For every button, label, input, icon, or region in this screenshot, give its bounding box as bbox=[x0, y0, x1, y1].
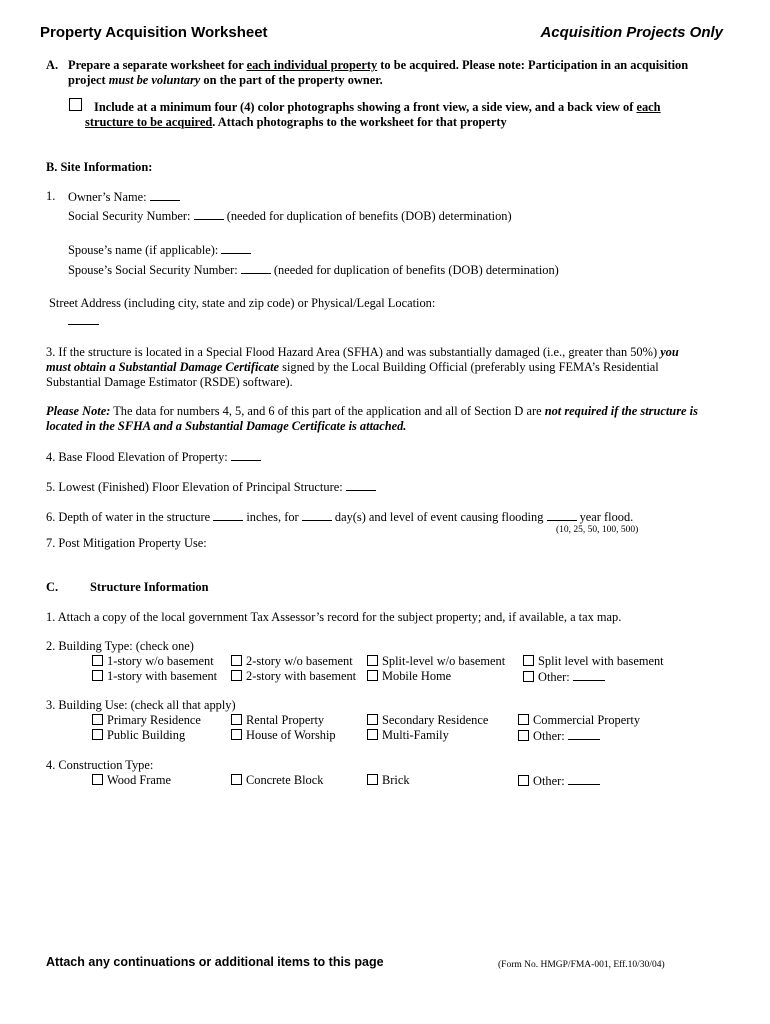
building-type-option[interactable]: Split-level w/o basement bbox=[367, 654, 505, 669]
building-use-option[interactable]: Public Building bbox=[92, 728, 185, 743]
spouse-ssn-field[interactable] bbox=[241, 262, 271, 274]
checkbox[interactable] bbox=[523, 655, 534, 666]
ssn-field[interactable] bbox=[194, 208, 224, 220]
building-use-option[interactable]: Commercial Property bbox=[518, 713, 640, 728]
page-title: Property Acquisition Worksheet bbox=[40, 24, 268, 41]
checkbox[interactable] bbox=[231, 655, 242, 666]
checkbox[interactable] bbox=[367, 714, 378, 725]
checkbox[interactable] bbox=[518, 714, 529, 725]
building-type-option[interactable]: 1-story with basement bbox=[92, 669, 217, 684]
checkbox[interactable] bbox=[367, 729, 378, 740]
building-use-option[interactable]: Multi-Family bbox=[367, 728, 449, 743]
q4-row: 4. Base Flood Elevation of Property: bbox=[46, 449, 261, 465]
section-c-letter: C. bbox=[46, 580, 59, 594]
construction-type-option[interactable]: Brick bbox=[367, 773, 410, 788]
checkbox[interactable] bbox=[92, 714, 103, 725]
section-b-heading: B. Site Information: bbox=[46, 160, 153, 174]
checkbox[interactable] bbox=[231, 670, 242, 681]
spouse-ssn-row: Spouse’s Social Security Number: (needed for duplication of benefits (DOB) determination) bbox=[68, 263, 559, 277]
checkbox[interactable] bbox=[518, 730, 529, 741]
construction-type-other-field[interactable] bbox=[568, 773, 600, 785]
section-a-letter: A. bbox=[46, 58, 59, 72]
q3-line2: must obtain a Substantial Damage Certificate signed by the Local Building Official (preferably using FEMA’s Residential bbox=[46, 360, 659, 374]
building-type-option[interactable]: 2-story w/o basement bbox=[231, 654, 353, 669]
spouse-name-row: Spouse’s name (if applicable): bbox=[68, 242, 251, 258]
base-flood-elevation-field[interactable] bbox=[231, 449, 261, 461]
street-address-row bbox=[68, 313, 99, 329]
building-type-option[interactable]: 1-story w/o basement bbox=[92, 654, 214, 669]
construction-type-option[interactable]: Wood Frame bbox=[92, 773, 171, 788]
building-type-option[interactable]: Mobile Home bbox=[367, 669, 451, 684]
checkbox[interactable] bbox=[231, 714, 242, 725]
ssn-row: Social Security Number: (needed for duplication of benefits (DOB) determination) bbox=[68, 209, 512, 223]
owner-name-row: Owner’s Name: bbox=[68, 189, 180, 205]
checkbox[interactable] bbox=[92, 670, 103, 681]
c-q4-label: 4. Construction Type: bbox=[46, 758, 154, 772]
section-a-line2: project must be voluntary on the part of the property owner. bbox=[68, 73, 383, 87]
checkbox[interactable] bbox=[518, 775, 529, 786]
photos-line2: structure to be acquired. Attach photographs to the worksheet for that property bbox=[85, 115, 507, 129]
construction-type-option[interactable]: Concrete Block bbox=[231, 773, 323, 788]
street-address-label: Street Address (including city, state and zip code) or Physical/Legal Location: bbox=[49, 296, 436, 310]
building-use-other[interactable]: Other: bbox=[518, 728, 600, 744]
checkbox[interactable] bbox=[367, 655, 378, 666]
section-c-heading: Structure Information bbox=[90, 580, 209, 594]
checkbox[interactable] bbox=[523, 671, 534, 682]
checkbox[interactable] bbox=[231, 774, 242, 785]
q6-row: 6. Depth of water in the structure inches, for day(s) and level of event causing flooding year flood. bbox=[46, 510, 634, 524]
c-q3-label: 3. Building Use: (check all that apply) bbox=[46, 698, 236, 712]
checkbox[interactable] bbox=[92, 774, 103, 785]
page-subtitle: Acquisition Projects Only bbox=[540, 24, 723, 41]
building-use-option[interactable]: Primary Residence bbox=[92, 713, 201, 728]
q3-line1: 3. If the structure is located in a Special Flood Hazard Area (SFHA) and was substantially damaged (i.e., greater than 50%) you bbox=[46, 345, 679, 359]
form-number: (Form No. HMGP/FMA-001, Eff.10/30/04) bbox=[498, 960, 665, 970]
building-type-other[interactable]: Other: bbox=[523, 669, 605, 685]
construction-type-other[interactable]: Other: bbox=[518, 773, 600, 789]
flood-level-field[interactable] bbox=[547, 509, 577, 521]
checkbox[interactable] bbox=[231, 729, 242, 740]
section-a-line1: Prepare a separate worksheet for each individual property to be acquired. Please note: Participation in an acquisition bbox=[68, 58, 689, 72]
flood-level-options: (10, 25, 50, 100, 500) bbox=[556, 525, 639, 535]
c-q1-label: 1. Attach a copy of the local government Tax Assessor’s record for the subject property; and, if available, a tax map. bbox=[46, 610, 622, 624]
q3-line3: Substantial Damage Estimator (RSDE) software). bbox=[46, 375, 293, 389]
checkbox[interactable] bbox=[367, 670, 378, 681]
building-type-other-field[interactable] bbox=[573, 669, 605, 681]
building-use-option[interactable]: Rental Property bbox=[231, 713, 324, 728]
flood-days-field[interactable] bbox=[302, 509, 332, 521]
building-type-option[interactable]: 2-story with basement bbox=[231, 669, 356, 684]
checkbox[interactable] bbox=[92, 729, 103, 740]
photos-checkbox[interactable] bbox=[69, 98, 82, 111]
note-line2: located in the SFHA and a Substantial Damage Certificate is attached. bbox=[46, 419, 407, 433]
attach-note: Attach any continuations or additional items to this page bbox=[46, 955, 384, 969]
owner-name-field[interactable] bbox=[150, 189, 180, 201]
building-use-other-field[interactable] bbox=[568, 728, 600, 740]
c-q2-label: 2. Building Type: (check one) bbox=[46, 639, 194, 653]
spouse-name-field[interactable] bbox=[221, 242, 251, 254]
checkbox[interactable] bbox=[92, 655, 103, 666]
q1-number: 1. bbox=[46, 189, 56, 203]
photos-line1: Include at a minimum four (4) color photographs showing a front view, a side view, and a back view of each bbox=[94, 100, 661, 114]
building-use-option[interactable]: Secondary Residence bbox=[367, 713, 488, 728]
building-type-option[interactable]: Split level with basement bbox=[523, 654, 664, 669]
building-use-option[interactable]: House of Worship bbox=[231, 728, 336, 743]
floor-elevation-field[interactable] bbox=[346, 479, 376, 491]
checkbox[interactable] bbox=[367, 774, 378, 785]
q5-row: 5. Lowest (Finished) Floor Elevation of Principal Structure: bbox=[46, 479, 376, 495]
note-line1: Please Note: The data for numbers 4, 5, and 6 of this part of the application and all of Section D are not required if the structure is bbox=[46, 404, 698, 418]
street-address-field[interactable] bbox=[68, 313, 99, 325]
water-depth-field[interactable] bbox=[213, 509, 243, 521]
q7-label: 7. Post Mitigation Property Use: bbox=[46, 536, 207, 550]
